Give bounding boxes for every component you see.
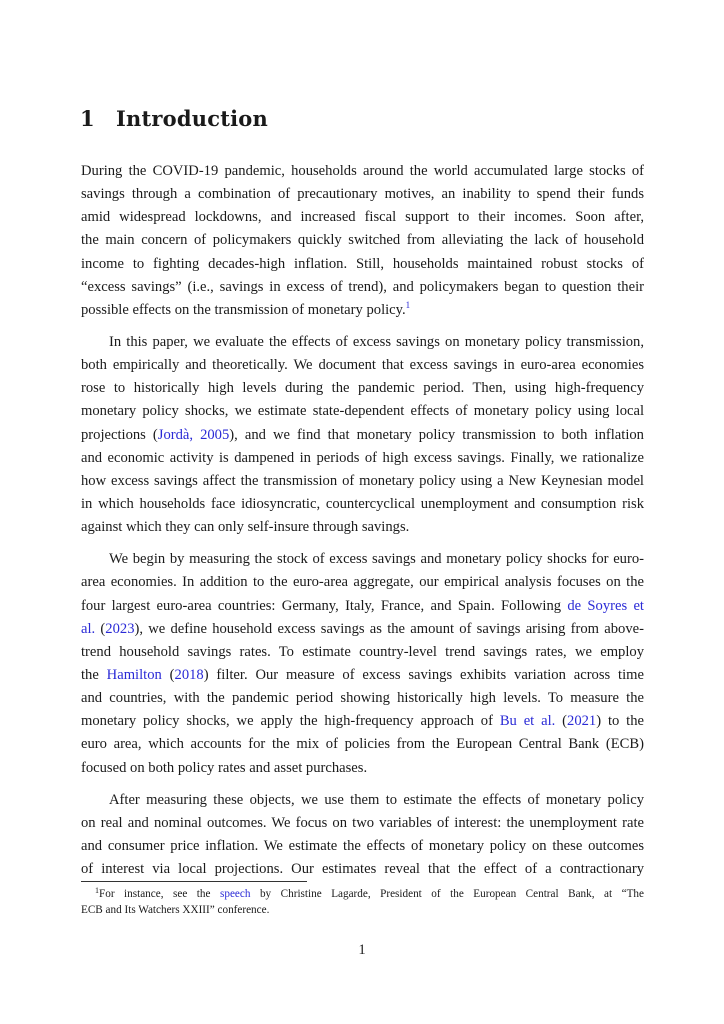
footnote-marker[interactable]: 1	[405, 299, 411, 310]
text-line: on real and nominal outcomes. We focus on two variables of interest: the unemployment rate	[81, 814, 644, 831]
body-text	[81, 160, 644, 881]
citation-year-link[interactable]: 2021	[567, 713, 597, 730]
text-fragment: (	[555, 713, 568, 730]
text-line: in which households face idiosyncratic, countercyclical unemployment and consumption risk	[81, 495, 644, 512]
text-fragment: (	[95, 620, 106, 637]
footnote-number: 1	[95, 886, 99, 895]
paragraph	[81, 160, 644, 322]
footnote	[81, 886, 644, 918]
text-line: both empirically and theoretically. We document that excess savings in euro-area economies	[81, 357, 644, 374]
text-fragment: the	[81, 666, 107, 683]
section-title: Introduction	[116, 106, 268, 131]
text-line: of interest via local projections. Our estimates reveal that the effect of a contractionary	[81, 861, 644, 878]
text-line: We begin by measuring the stock of excess savings and monetary policy shocks for euro-	[109, 551, 644, 568]
text-line: against which they can only self-insure through savings.	[81, 519, 410, 536]
text-fragment: ) filter. Our measure of excess savings exhibits variation across time	[203, 666, 644, 683]
text-line: euro area, which accounts for the mix of policies from the European Central Bank (ECB)	[81, 736, 644, 753]
footnote-divider	[81, 881, 307, 882]
page-number: 1	[358, 942, 366, 958]
text-line: monetary policy shocks, we estimate state-dependent effects of monetary policy using local	[81, 403, 644, 420]
citation-link[interactable]: al.	[81, 620, 96, 637]
text-line: how excess savings affect the transmission of monetary policy using a New Keynesian model	[81, 472, 644, 489]
text-fragment: ) to the	[596, 713, 644, 730]
paragraph	[81, 789, 644, 882]
citation-link[interactable]: Hamilton	[106, 666, 162, 683]
footnote-line	[81, 886, 644, 902]
section-number: 1	[80, 106, 95, 131]
text-line	[81, 664, 644, 687]
text-line: savings through a combination of precautionary motives, an inability to spend their funds	[81, 186, 644, 203]
text-line	[81, 595, 644, 618]
footnote-line: ECB and Its Watchers XXIII” conference.	[81, 904, 270, 916]
text-line: “excess savings” (i.e., savings in excess of trend), and policymakers began to question their	[81, 278, 644, 295]
paragraph	[81, 548, 644, 779]
section-heading	[80, 106, 268, 131]
citation-link[interactable]: Bu et al.	[499, 713, 556, 730]
text-line: After measuring these objects, we use them to estimate the effects of monetary policy	[109, 791, 644, 808]
text-fragment: four largest euro-area countries: Germany, Italy, France, and Spain. Following	[81, 597, 568, 614]
citation-year-link[interactable]: 2023	[105, 620, 135, 637]
citation-year-link[interactable]: 2018	[174, 666, 204, 683]
text-fragment: ), we define household excess savings as the amount of savings arising from above-	[134, 620, 644, 637]
text-line: income to fighting decades-high inflation. Still, households maintained robust stocks of	[81, 255, 644, 272]
text-line: rose to historically high levels during the pandemic period. Then, using high-frequency	[81, 380, 644, 397]
text-line: and countries, with the pandemic period showing historically high levels. To measure the	[81, 690, 644, 707]
speech-link[interactable]: speech	[220, 888, 251, 900]
text-line: area economies. In addition to the euro-area aggregate, our empirical analysis focuses on the	[81, 574, 644, 591]
text-fragment: by Christine Lagarde, President of the European Central Bank, at “The	[250, 888, 644, 900]
text-line	[81, 710, 644, 733]
text-line: and economic activity is dampened in periods of high excess savings. Finally, we rationalize	[81, 449, 644, 466]
text-line: In this paper, we evaluate the effects of excess savings on monetary policy transmission,	[109, 333, 644, 350]
text-line: the main concern of policymakers quickly switched from alleviating the lack of household	[81, 232, 644, 249]
text-line	[81, 424, 644, 447]
text-line: trend household savings rates. To estimate country-level trend savings rates, we employ	[81, 643, 644, 660]
paragraph	[81, 331, 644, 539]
text-fragment: ), and we find that monetary policy transmission to both inflation	[229, 426, 644, 443]
citation-link[interactable]: de Soyres et	[567, 597, 644, 614]
text-fragment: (	[161, 666, 175, 683]
text-fragment: possible effects on the transmission of monetary policy.	[81, 301, 406, 318]
citation-link[interactable]: Jordà, 2005	[157, 426, 230, 443]
text-line: focused on both policy rates and asset purchases.	[81, 759, 368, 776]
text-line	[81, 299, 644, 322]
text-line	[81, 618, 644, 641]
text-fragment: For instance, see the	[99, 888, 220, 900]
text-line: During the COVID-19 pandemic, households around the world accumulated large stocks of	[81, 163, 644, 179]
text-fragment: monetary policy shocks, we apply the high-frequency approach of	[81, 713, 500, 730]
text-fragment: projections (	[81, 426, 158, 443]
text-line: amid widespread lockdowns, and increased fiscal support to their incomes. Soon after,	[81, 209, 644, 226]
text-line: and consumer price inflation. We estimate the effects of monetary policy on these outcomes	[81, 837, 644, 854]
